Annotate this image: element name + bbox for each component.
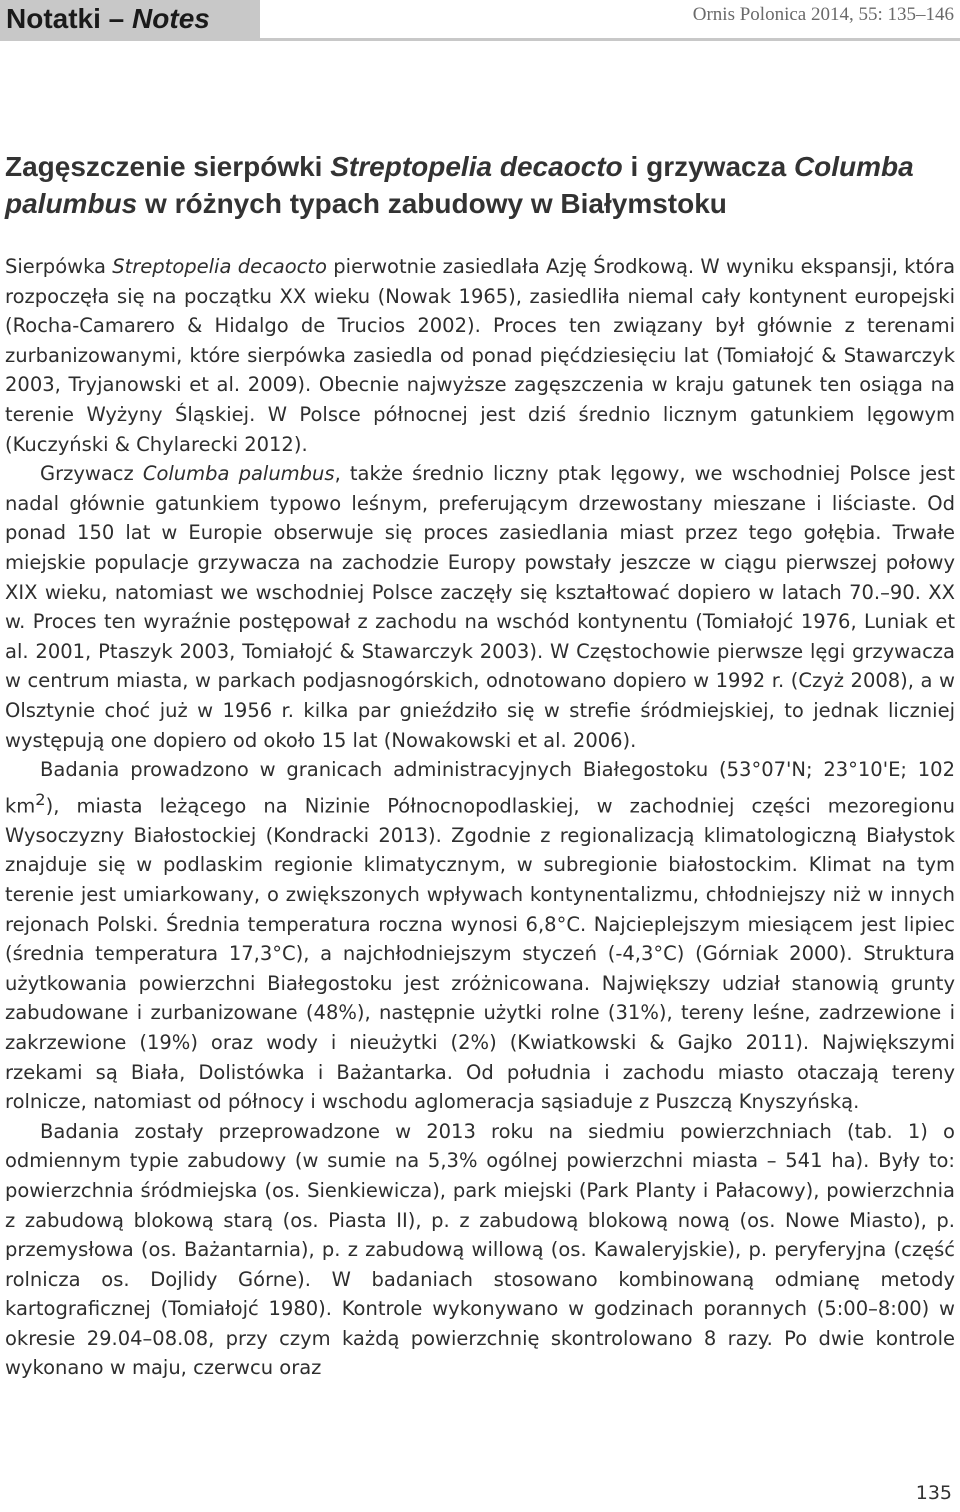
journal-reference: Ornis Polonica 2014, 55: 135–146 [692, 4, 954, 25]
paragraph-1-start: Sierpówka [5, 255, 113, 278]
section-label-separator: – [100, 3, 133, 34]
paragraph-3-rest: ), miasta leżącego na Nizinie Północnopodlaskiej, w zachodniej części mezoregionu Wysoczyzny Białostockiej (Kondracki 2013). Zgodnie z regionalizacją klimatologiczną Białystok znajduje się w podlaskim regionie klimatycznym, w subregionie białostockim. Klimat na tym terenie jest umiarkowany, o zwiększonych wpływach kontynentalizmu, chłodniejszy niż w innych rejonach Polski. Średnia temperatura roczna wynosi 6,8°C. Najcieplejszym miesiącem jest lipiec (średnia temperatura 17,3°C), a najchłodniejszym styczeń (-4,3°C) (Górniak 2000). Struktura użytkowania powierzchni Białegostoku jest zróżnicowana. Największy udział stanowią grunty zabudowane i zurbanizowane (48%), następnie użytki rolne (31%), tereny leśne, zadrzewione i zakrzewione (19%) oraz wody i nieużytki (2%) (Kwiatkowski & Gajko 2011). Największymi rzekami są Biała, Dolistówka i Bażantarka. Od południa i zachodu miasto otaczają tereny rolnicze, natomiast od północy i wschodu aglomeracja sąsiaduje z Puszczą Knyszyńską. [5, 794, 955, 1114]
page-number: 135 [915, 1482, 952, 1504]
section-label-en: Notes [132, 3, 210, 34]
paragraph-1 [5, 252, 955, 459]
paragraph-1-rest: pierwotnie zasiedlała Azję Środkową. W wyniku ekspansji, która rozpoczęła się na początku XX wieku (Nowak 1965), zasiedliła niemal cały kontynent europejski (Rocha-Camarero & Hidalgo de Trucios 2002). Proces ten związany był głównie z terenami zurbanizowanymi, które sierpówka zasiedla od ponad pięćdziesięciu lat (Tomiałojć & Stawarczyk 2003, Tryjanowski et al. 2009). Obecnie najwyższe zagęszczenia w kraju gatunek ten osiąga na terenie Wyżyny Śląskiej. W Polsce północnej jest dziś średnio licznym gatunkiem lęgowym (Kuczyński & Chylarecki 2012). [5, 255, 956, 456]
paragraph-3-superscript: 2 [35, 789, 46, 809]
paragraph-3-start: Badania prowadzono w granicach administracyjnych Białegostoku (53°07'N; 23°10'E; 102 km [5, 758, 955, 818]
paragraph-3 [5, 755, 955, 1117]
section-label-pl: Notatki [6, 3, 101, 34]
title-species-1: Streptopelia decaocto [330, 151, 623, 182]
paragraph-2-start: Grzywacz [40, 462, 143, 486]
section-label [0, 0, 260, 38]
paragraph-2-species: Columba palumbus [142, 462, 335, 486]
title-part-3: w różnych typach zabudowy w Białymstoku [137, 188, 727, 219]
header-divider [0, 38, 960, 41]
page-header [0, 0, 960, 40]
paragraph-2-rest: , także średnio liczny ptak lęgowy, we wschodniej Polsce jest nadal głównie gatunkiem typowo leśnym, preferującym drzewostany mieszane i liściaste. Od ponad 150 lat w Europie obserwuje się proces zasiedlania miast przez tego gołębia. Trwałe miejskie populacje grzywacza na zachodzie Europy powstały jeszcze w ciągu pierwszej połowy XIX wieku, natomiast we wschodniej Polsce zaczęły się kształtować dopiero w latach 70.–90. XX w. Proces ten wyraźnie postępował z zachodu na wschód kontynentu (Tomiałojć 1976, Luniak et al. 2001, Ptaszyk 2003, Tomiałojć & Stawarczyk 2003). W Częstochowie pierwsze lęgi grzywacza w centrum miasta, w parkach podjasnogórskich, odnotowano dopiero w 1992 r. (Czyż 2008), a w Olsztynie choć już w 1956 r. kilka par gnieździło się w strefie śródmiejskiej, to jednak liczniej występują one dopiero od około 15 lat (Nowakowski et al. 2006). [5, 462, 955, 752]
title-species-2: Columba palumbus [5, 151, 914, 219]
title-part-2: i grzywacza [622, 151, 794, 182]
article-title [5, 148, 955, 222]
paragraph-2 [5, 459, 955, 755]
paragraph-1-species: Streptopelia decaocto [112, 255, 327, 278]
title-part-1: Zagęszczenie sierpówki [5, 151, 331, 182]
paragraph-4: Badania zostały przeprowadzone w 2013 roku na siedmiu powierzchniach (tab. 1) o odmiennym typie zabudowy (w sumie na 5,3% ogólnej powierzchni miasta – 541 ha). Były to: powierzchnia śródmiejska (os. Sienkiewicza), park miejski (Park Planty i Pałacowy), powierzchnia z zabudową blokową starą (os. Piasta II), p. z zabudową blokową nową (os. Nowe Miasto), p. przemysłowa (os. Bażantarnia), p. z zabudową willową (os. Kawaleryjskie), p. peryferyjna (część rolnicza os. Dojlidy Górne). W badaniach stosowano kombinowaną odmianę metody kartograficznej (Tomiałojć 1980). Kontrole wykonywano w godzinach porannych (5:00–8:00) w okresie 29.04–08.08, przy czym każdą powierzchnię skontrolowano 8 razy. Po dwie kontrole wykonano w maju, czerwcu oraz [5, 1119, 955, 1380]
article-body [5, 252, 955, 1383]
